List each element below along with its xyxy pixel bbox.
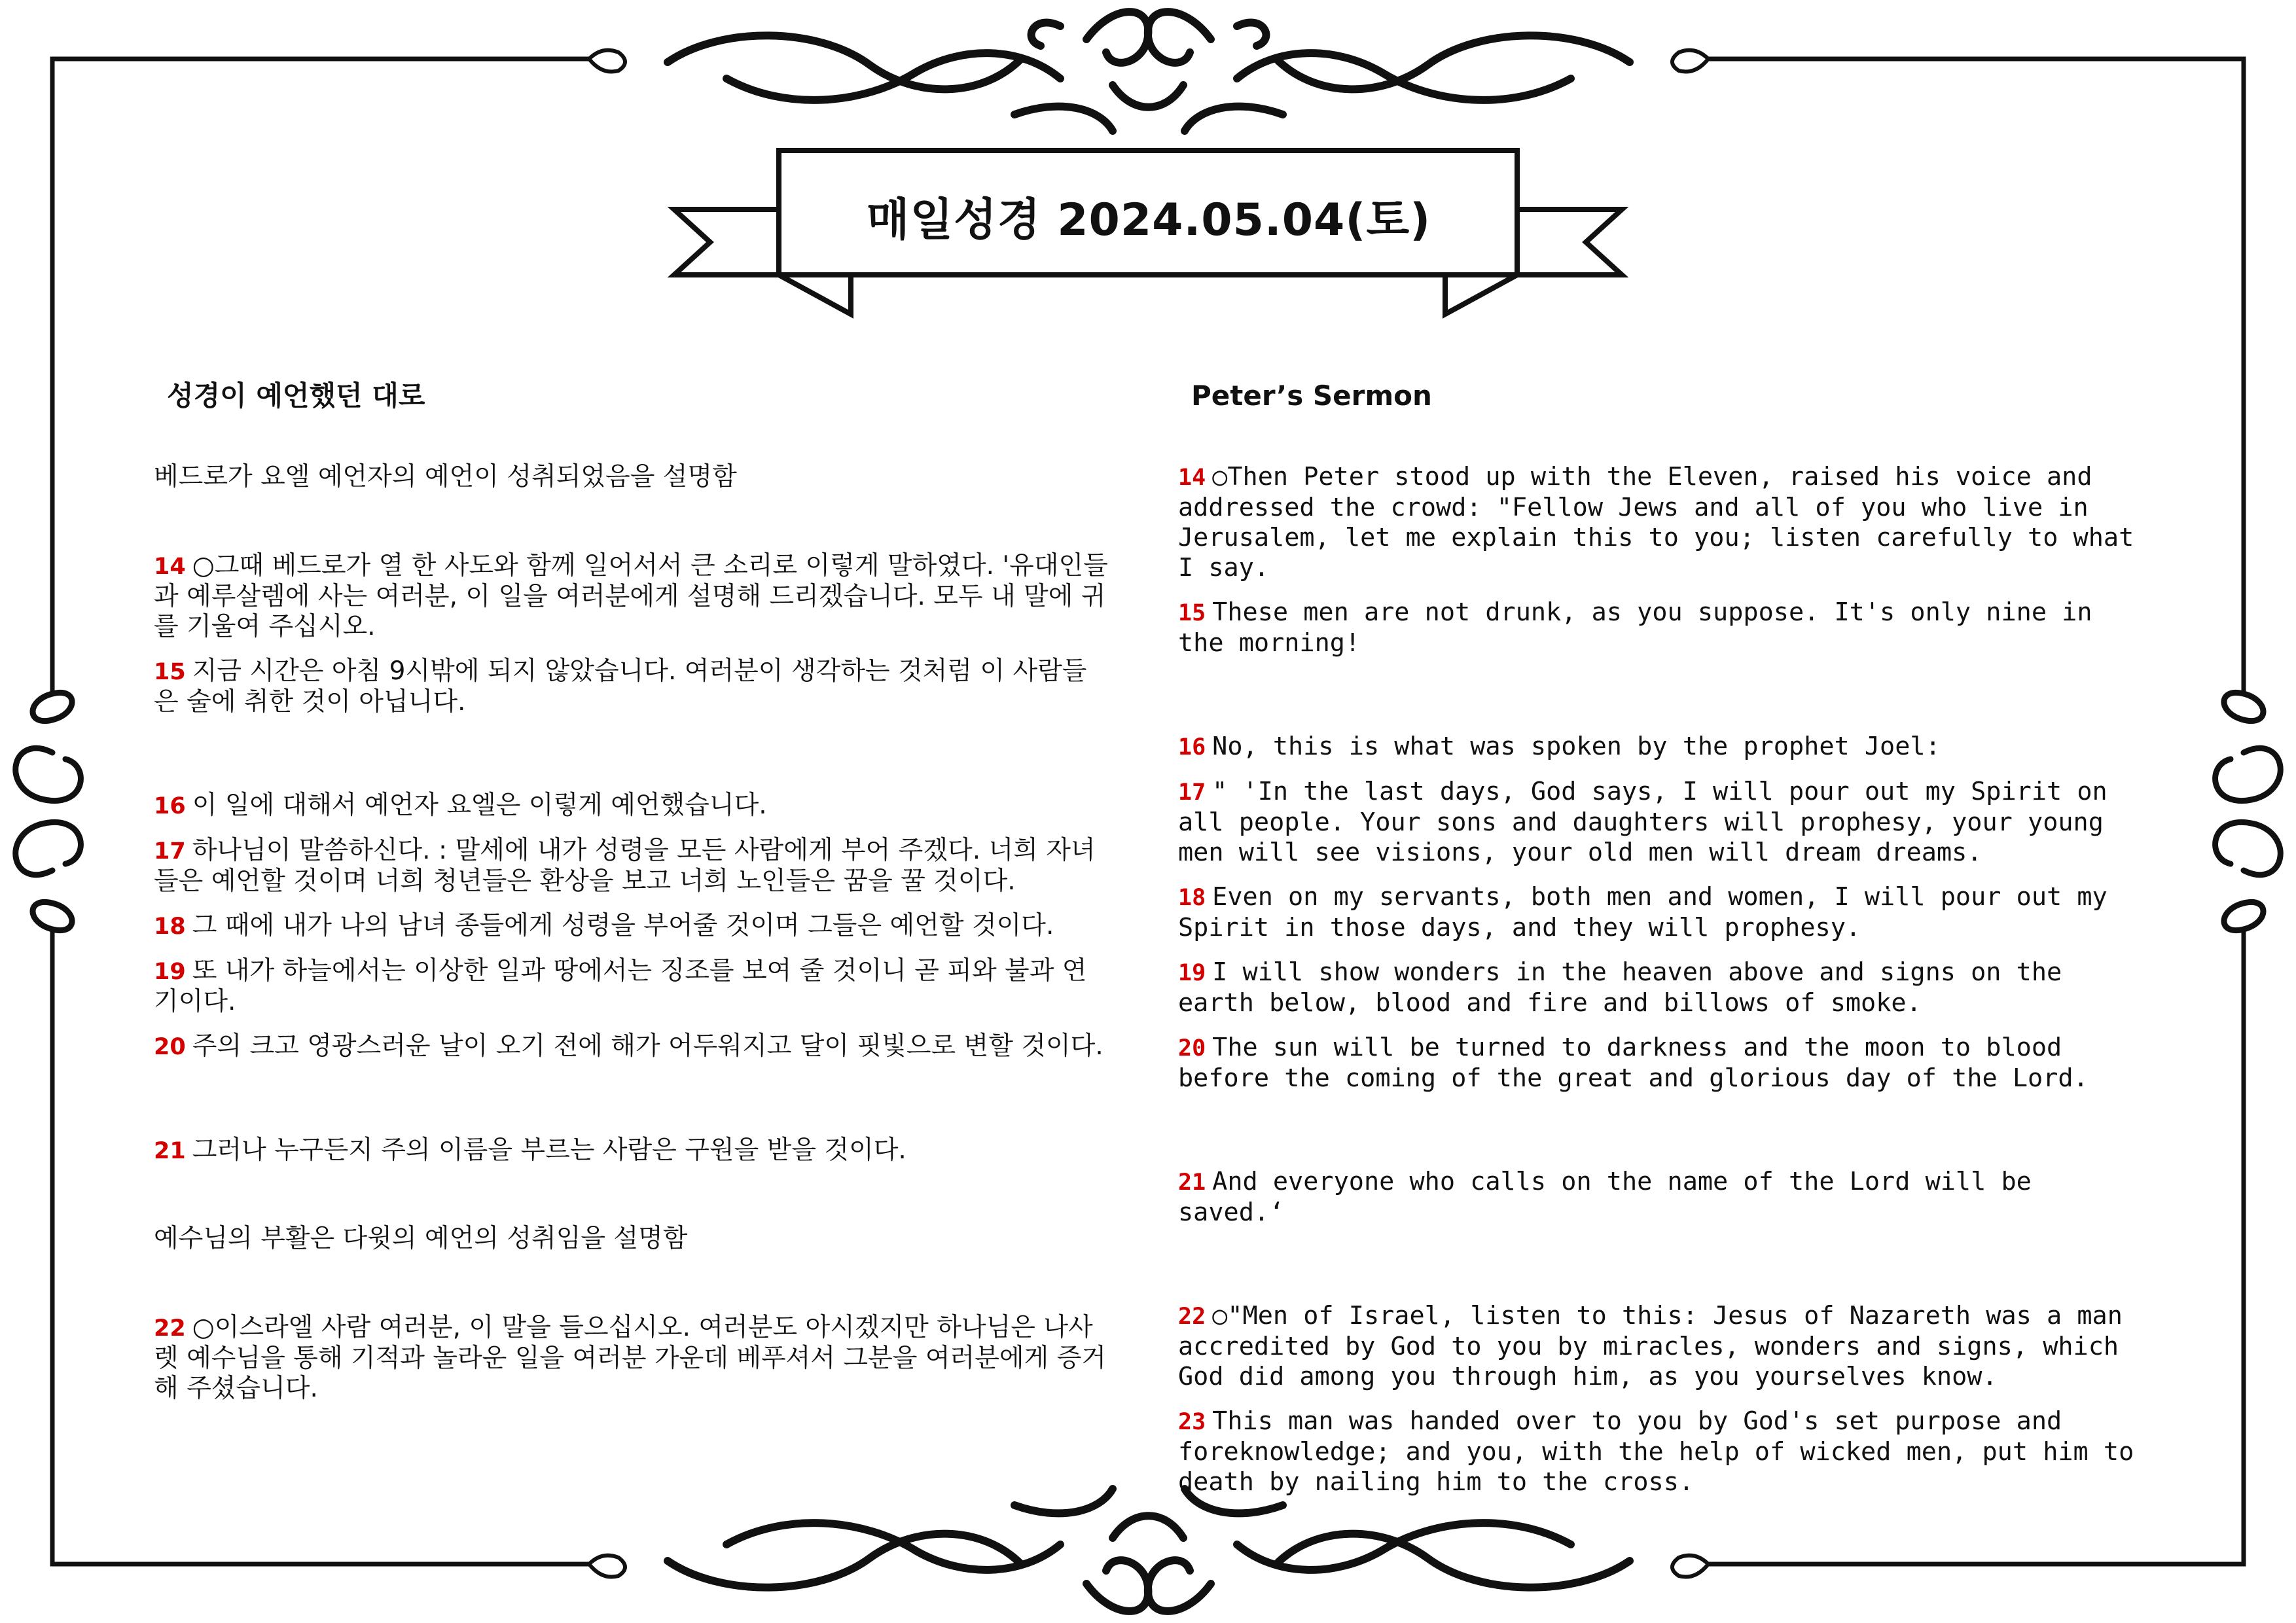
verse-number: 16 <box>154 793 186 819</box>
verse-text: 그 때에 내가 나의 남녀 종들에게 성령을 부어줄 것이며 그들은 예언할 것이다. <box>192 911 1054 940</box>
right-side-ornament <box>2215 692 2281 930</box>
verse-line <box>154 656 1109 717</box>
verse-text: 또 내가 하늘에서는 이상한 일과 땅에서는 징조를 보여 줄 것이니 곧 피와 불과 연기이다. <box>154 956 1087 1016</box>
verse-line <box>1178 1033 2147 1094</box>
verse-text: ○이스라엘 사람 여러분, 이 말을 들으십시오. 여러분도 아시겠지만 하나님은 나사렛 예수님을 통해 기적과 놀라운 일을 여러분 가운데 베푸셔서 그분을 여러분에게 증거해 주셨습니다. <box>154 1313 1106 1403</box>
verse-line <box>154 1031 1109 1062</box>
verse-line <box>154 1135 1109 1166</box>
verse-line <box>154 791 1109 821</box>
left-side-ornament <box>16 692 81 930</box>
verse-number: 21 <box>154 1138 186 1164</box>
verse-text: 이 일에 대해서 예언자 요엘은 이렇게 예언했습니다. <box>192 791 767 820</box>
verse-number: 20 <box>154 1034 186 1060</box>
verse-number: 17 <box>1178 779 1206 806</box>
verse-number: 19 <box>1178 960 1206 986</box>
verse-line <box>154 956 1109 1017</box>
verse-line <box>1178 777 2147 868</box>
verse-line <box>1178 462 2147 583</box>
verse-text: ○그때 베드로가 열 한 사도와 함께 일어서서 큰 소리로 이렇게 말하였다. '유대인들과 예루살렘에 사는 여러분, 이 일을 여러분에게 설명해 드리겠습니다. 모두 내 말에 귀를 기울여 주십시오. <box>154 551 1108 641</box>
korean-subtitle-line: 예수님의 부활은 다윗의 예언의 성취임을 설명함 <box>154 1224 688 1253</box>
verse-number: 22 <box>154 1315 186 1342</box>
verse-line <box>154 1313 1109 1404</box>
verse-number: 21 <box>1178 1169 1206 1196</box>
verse-line <box>1178 1406 2147 1497</box>
verse-text: And everyone who calls on the name of the Lord will be saved.‘ <box>1178 1167 2032 1227</box>
verse-number: 20 <box>1178 1035 1206 1061</box>
verse-number: 17 <box>154 838 186 865</box>
verse-text: The sun will be turned to darkness and the moon to blood before the coming of the great and glorious day of the Lord. <box>1178 1033 2089 1093</box>
verse-number: 22 <box>1178 1304 1206 1330</box>
verse-number: 19 <box>154 959 186 985</box>
korean-section-heading: 성경이 예언했던 대로 <box>167 380 425 412</box>
verse-line <box>1178 882 2147 943</box>
verse-text: 주의 크고 영광스러운 날이 오기 전에 해가 어두워지고 달이 핏빛으로 변할 것이다. <box>192 1031 1103 1061</box>
verse-number: 14 <box>1178 465 1206 491</box>
verse-line <box>154 911 1109 942</box>
verse-line <box>1178 597 2147 658</box>
verse-number: 14 <box>154 554 186 580</box>
verse-text: ○Then Peter stood up with the Eleven, raised his voice and addressed the crowd: "Fellow Jews and all of you who live in Jerusalem, let me explain this to you; listen carefully to what I say. <box>1178 462 2134 582</box>
verse-text: " 'In the last days, God says, I will pour out my Spirit on all people. Your sons and daughters will prophesy, your young men will see visions, your old men will dream dreams. <box>1178 777 2108 867</box>
top-scroll-ornament <box>668 12 1630 131</box>
verse-number: 18 <box>154 914 186 940</box>
verse-text: ○"Men of Israel, listen to this: Jesus of Nazareth was a man accredited by God to you by miracles, wonders and signs, which God did among you through him, as you yourselves know. <box>1178 1301 2123 1391</box>
verse-text: This man was handed over to you by God's set purpose and foreknowledge; and you, with the help of wicked men, put him to death by nailing him to the cross. <box>1178 1406 2134 1497</box>
verse-line <box>154 836 1109 897</box>
english-section-heading: Peter’s Sermon <box>1191 380 1432 412</box>
korean-intro-line: 베드로가 요엘 예언자의 예언이 성취되었음을 설명함 <box>154 462 737 491</box>
verse-number: 15 <box>1178 600 1206 626</box>
verse-number: 23 <box>1178 1409 1206 1435</box>
verse-number: 16 <box>1178 734 1206 760</box>
verse-text: 그러나 누구든지 주의 이름을 부르는 사람은 구원을 받을 것이다. <box>192 1135 906 1165</box>
korean-text-column <box>154 373 1109 1418</box>
verse-line <box>1178 1167 2147 1228</box>
verse-text: Even on my servants, both men and women, I will pour out my Spirit in those days, and they will prophesy. <box>1178 882 2108 942</box>
verse-line <box>1178 1301 2147 1392</box>
verse-text: 하나님이 말씀하신다. : 말세에 내가 성령을 모든 사람에게 부어 주겠다. 너희 자녀들은 예언할 것이며 너희 청년들은 환상을 보고 너희 노인들은 꿈을 꿀 것이다. <box>154 836 1096 896</box>
verse-number: 18 <box>1178 885 1206 911</box>
verse-line <box>1178 957 2147 1018</box>
english-text-column <box>1178 373 2147 1512</box>
verse-text: I will show wonders in the heaven above and signs on the earth below, blood and fire and billows of smoke. <box>1178 957 2062 1018</box>
page-title: 매일성경 2024.05.04(토) <box>866 194 1431 246</box>
verse-text: These men are not drunk, as you suppose. It's only nine in the morning! <box>1178 597 2092 658</box>
verse-line <box>1178 732 2147 762</box>
verse-number: 15 <box>154 659 186 685</box>
verse-text: No, this is what was spoken by the prophet Joel: <box>1212 732 1941 761</box>
verse-text: 지금 시간은 아침 9시밖에 되지 않았습니다. 여러분이 생각하는 것처럼 이 사람들은 술에 취한 것이 아닙니다. <box>154 656 1087 717</box>
verse-line <box>154 551 1109 642</box>
